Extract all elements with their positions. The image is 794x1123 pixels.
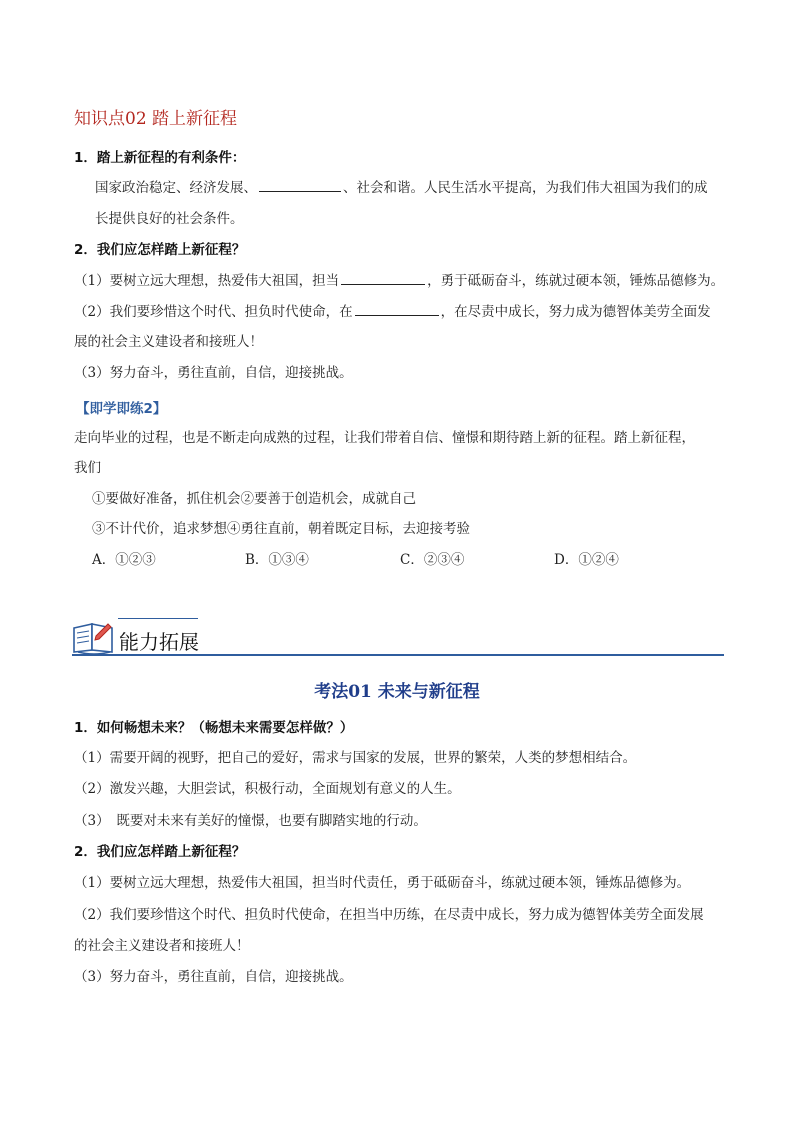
fill-blank[interactable]: [355, 302, 439, 316]
answer-1-line-1: [95, 176, 708, 196]
point-1-text-b: ，勇于砥砺奋斗，练就过硬本领，锤炼品德修为。: [427, 273, 725, 289]
answer-1-text-a: 国家政治稳定、经济发展、: [95, 180, 257, 196]
question-2-heading: 2．我们应怎样踏上新征程？: [74, 242, 246, 258]
point-2-text-b: ，在尽责中成长，努力成为德智体美劳全面发: [440, 304, 711, 320]
choice-b[interactable]: B．①③④: [245, 552, 309, 568]
practice-stem-line-1: 走向毕业的过程，也是不断走向成熟的过程，让我们带着自信、憧憬和期待踏上新的征程。踏上新征程，: [74, 430, 695, 446]
practice-stem-line-2: 我们: [74, 460, 101, 476]
section-question-2: 2．我们应怎样踏上新征程？: [74, 844, 246, 860]
section-answer-2-1: （1）要树立远大理想，热爱伟大祖国，担当时代责任，勇于砥砺奋斗，练就过硬本领，锤炼品德修为。: [74, 875, 691, 891]
point-1-text-a: （1）要树立远大理想，热爱伟大祖国，担当: [74, 273, 340, 289]
answer-2-point-2-cont: 展的社会主义建设者和接班人！: [74, 334, 263, 350]
answer-1-line-2: 长提供良好的社会条件。: [95, 211, 244, 227]
book-pen-icon: [72, 620, 116, 654]
answer-2-point-2: [74, 300, 711, 320]
section-answer-2-3: （3）努力奋斗，勇往直前，自信，迎接挑战。: [74, 969, 353, 985]
section-answer-2-2: （2）我们要珍惜这个时代、担负时代使命，在担当中历练，在尽责中成长，努力成为德智体美劳全面发展: [74, 907, 704, 923]
choice-d[interactable]: D．①②④: [554, 552, 619, 568]
band-accent-line: [118, 618, 198, 619]
point-2-text-a: （2）我们要珍惜这个时代、担负时代使命，在: [74, 304, 353, 320]
ability-extension-title: 能力拓展: [119, 630, 199, 654]
section-answer-1-2: （2）激发兴趣，大胆尝试，积极行动，全面规划有意义的人生。: [74, 781, 461, 797]
fill-blank[interactable]: [259, 178, 341, 192]
choice-c[interactable]: C．②③④: [400, 552, 465, 568]
answer-2-point-3: （3）努力奋斗，勇往直前，自信，迎接挑战。: [74, 365, 353, 381]
practice-label: 【即学即练2】: [76, 401, 167, 417]
section-answer-2-2-cont: 的社会主义建设者和接班人！: [74, 938, 250, 954]
practice-options-line-2: ③不计代价，追求梦想④勇往直前，朝着既定目标，去迎接考验: [92, 521, 470, 537]
answer-1-text-b: 、社会和谐。人民生活水平提高，为我们伟大祖国为我们的成: [343, 180, 708, 196]
section-question-1: 1．如何畅想未来？（畅想未来需要怎样做？）: [74, 720, 354, 736]
section-answer-1-3: （3） 既要对未来有美好的憧憬，也要有脚踏实地的行动。: [74, 813, 427, 829]
question-1-heading: 1．踏上新征程的有利条件：: [74, 150, 246, 166]
fill-blank[interactable]: [341, 271, 425, 285]
exam-method-title: 考法01 未来与新征程: [314, 682, 480, 702]
practice-options-line-1: ①要做好准备，抓住机会②要善于创造机会，成就自己: [92, 491, 416, 507]
answer-2-point-1: [74, 269, 724, 289]
knowledge-point-title: 知识点02 踏上新征程: [74, 109, 238, 129]
band-divider: [72, 654, 724, 656]
choice-a[interactable]: A．①②③: [92, 552, 156, 568]
section-answer-1-1: （1）需要开阔的视野，把自己的爱好，需求与国家的发展，世界的繁荣，人类的梦想相结合。: [74, 750, 637, 766]
